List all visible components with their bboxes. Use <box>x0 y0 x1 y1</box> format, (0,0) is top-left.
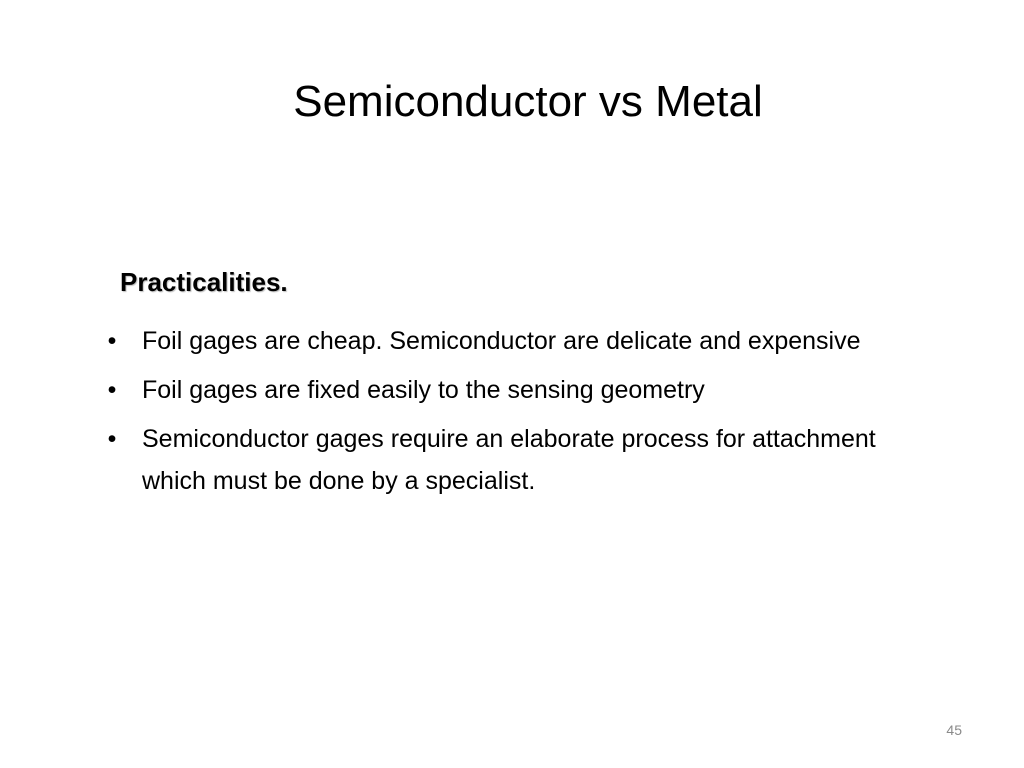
slide-title: Semiconductor vs Metal <box>293 77 763 126</box>
bullet-text: Foil gages are cheap. Semiconductor are delicate and expensive <box>142 327 861 355</box>
bullet-item-fixing <box>100 369 920 411</box>
bullet-list <box>100 320 920 509</box>
bullet-icon: • <box>107 425 117 453</box>
bullet-item-cost <box>100 320 920 362</box>
bullet-text: Foil gages are fixed easily to the sensing geometry <box>142 376 705 404</box>
page-number: 45 <box>946 722 962 738</box>
section-heading: Practicalities. <box>120 267 288 297</box>
bullet-text: Semiconductor gages require an elaborate process for attachment which must be done by a specialist. <box>142 425 876 495</box>
bullet-icon: • <box>107 376 117 404</box>
bullet-icon: • <box>107 327 117 355</box>
bullet-item-attachment <box>100 418 920 502</box>
